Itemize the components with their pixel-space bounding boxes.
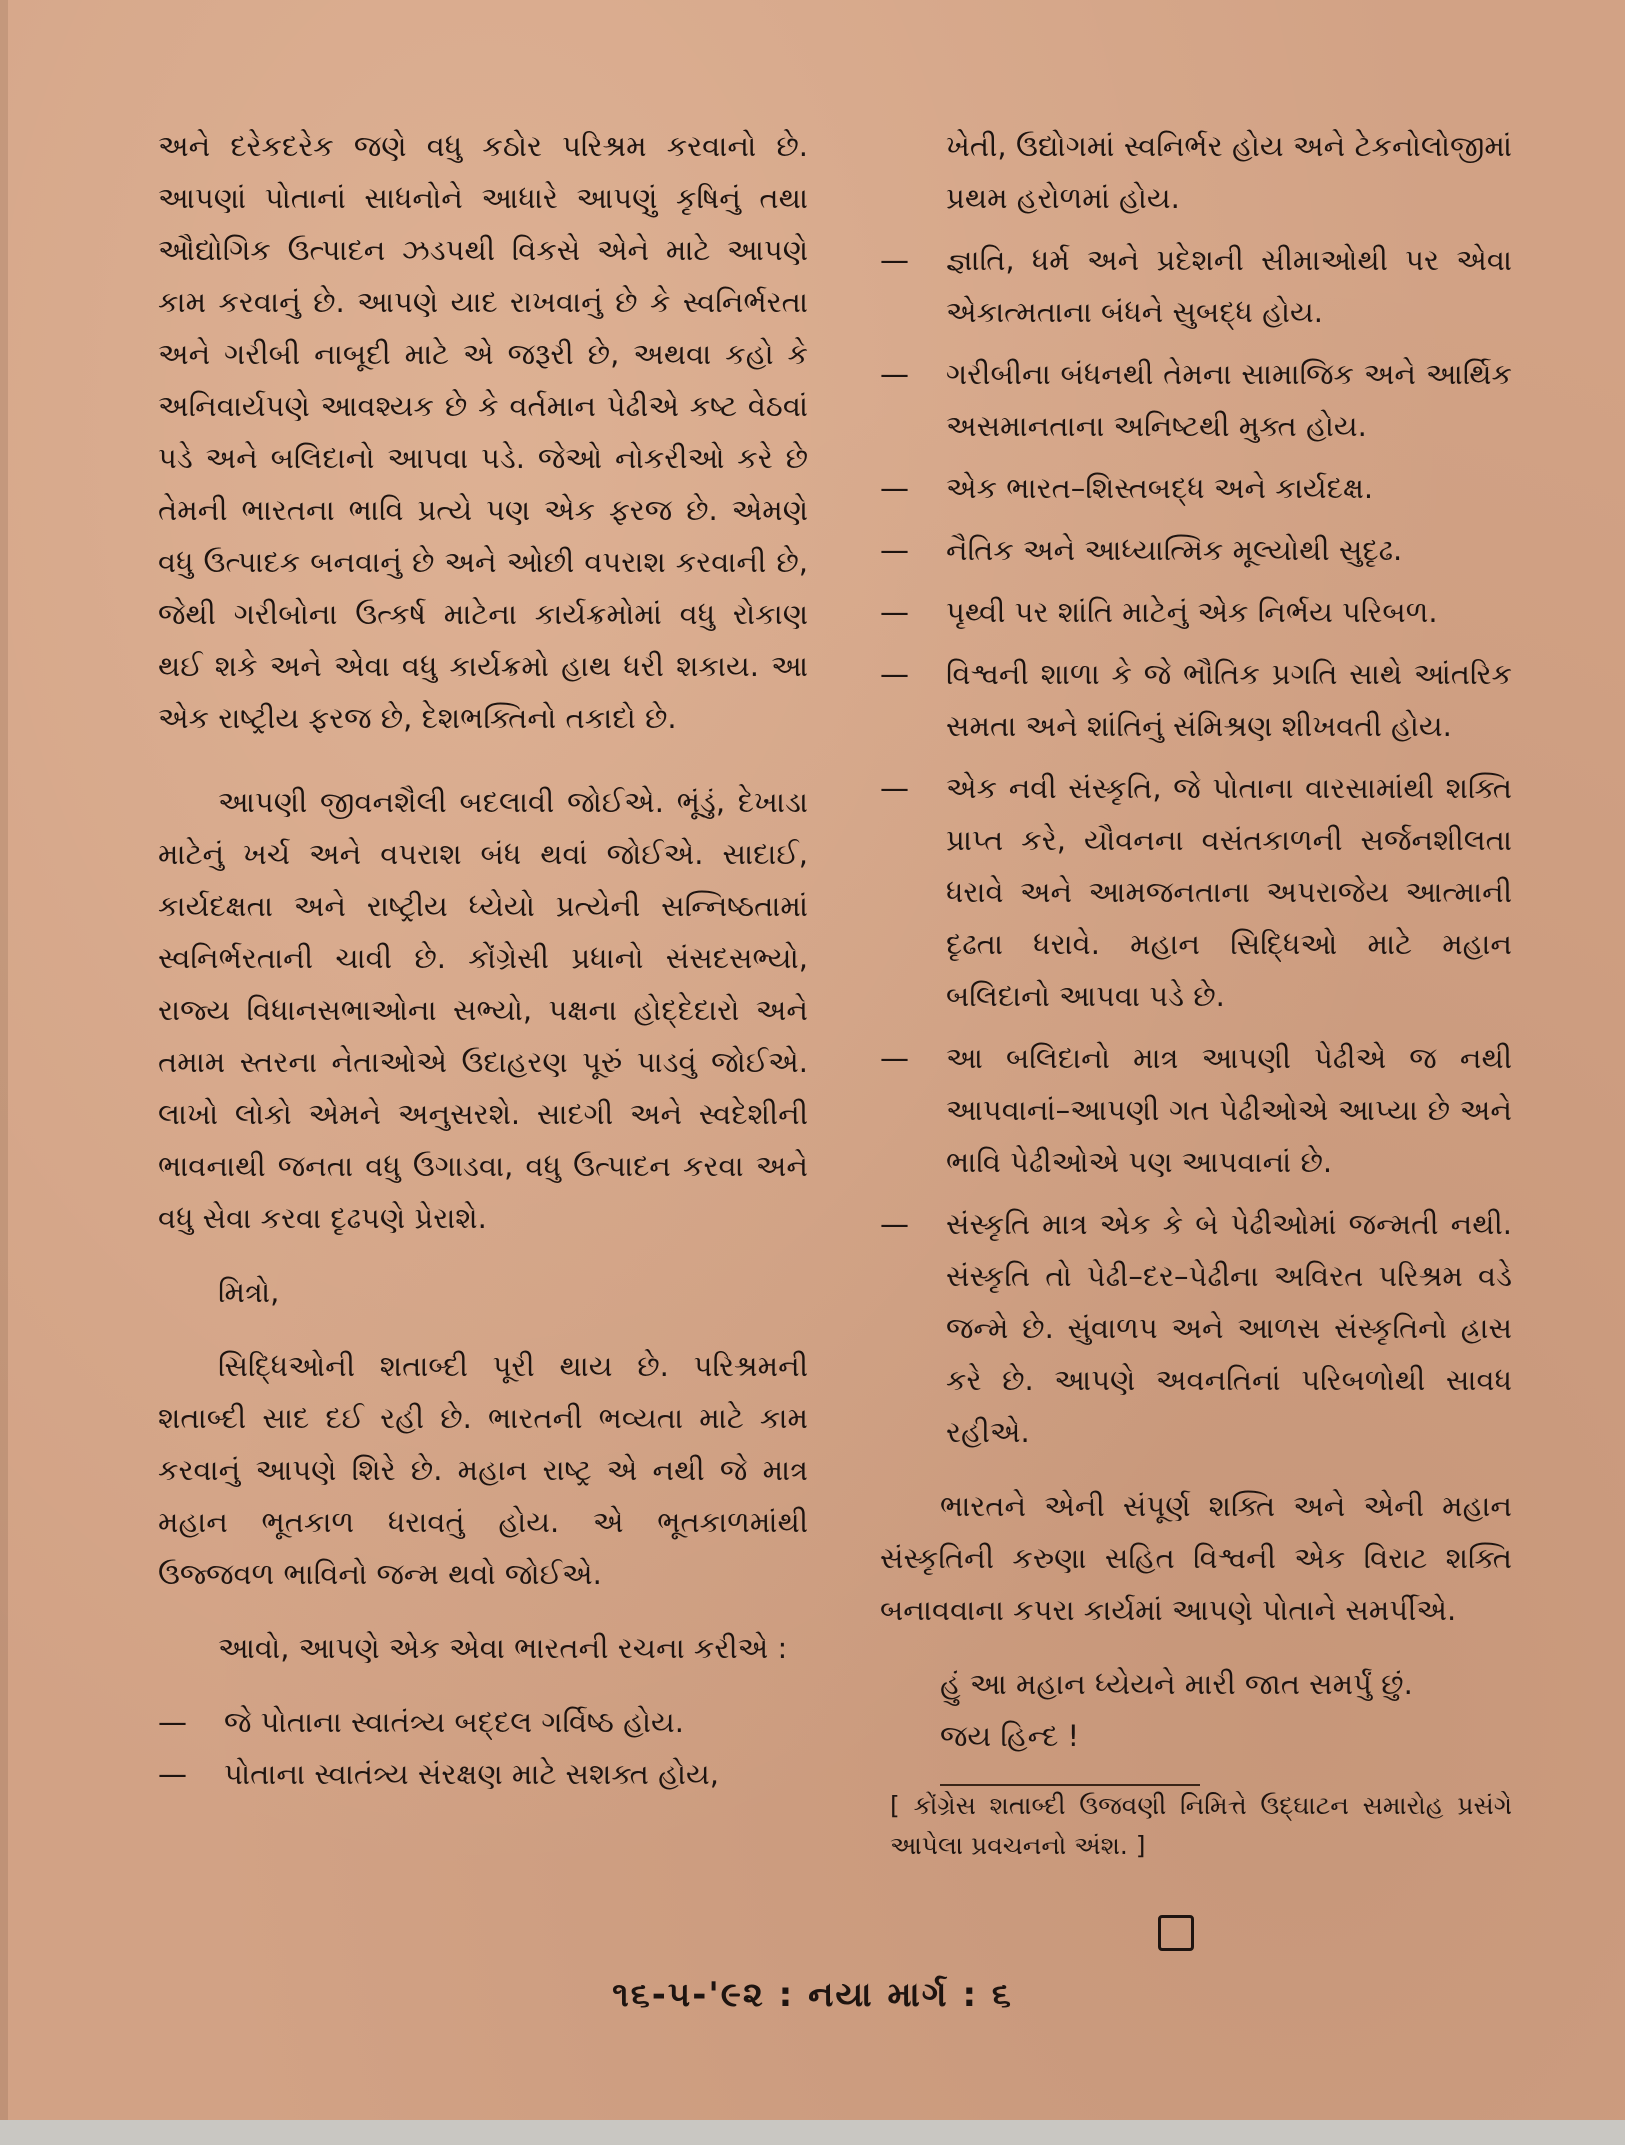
dash-bullet: — [880,595,909,629]
list-item [880,1032,1512,1188]
list-item-text: એક ભારત–શિસ્તબદ્ધ અને કાર્યદક્ષ. [946,471,1374,505]
scan-bottom-strip [0,2120,1625,2145]
dash-bullet: — [880,357,909,391]
list-item [880,462,1512,514]
list-item-text: એક નવી સંસ્કૃતિ, જે પોતાના વારસામાંથી શક્તિ પ્રાપ્ત કરે, યૌવનના વસંતકાળની સર્જનશીલતા ધરાવે અને આમજનતાના અપરાજેય આત્માની દૃઢતા ધરાવે. મહાન સિદ્ધિઓ માટે મહાન બલિદાનો આપવા પડે છે. [946,771,1512,1013]
list-item [880,234,1512,338]
dash-bullet: — [880,243,909,277]
list-item-text: નૈતિક અને આધ્યાત્મિક મૂલ્યોથી સુદૃઢ. [946,533,1403,567]
dash-bullet: — [880,1041,909,1075]
list-item [880,524,1512,576]
paragraph-1: અને દરેકદરેક જણે વધુ કઠોર પરિશ્રમ કરવાનો છે. આપણાં પોતાનાં સાધનોને આધારે આપણું કૃષિનું તથા ઔદ્યોગિક ઉત્પાદન ઝડપથી વિકસે એને માટે આપણે કામ કરવાનું છે. આપણે યાદ રાખવાનું છે કે સ્વનિર્ભરતા અને ગરીબી નાબૂદી માટે એ જરૂરી છે, અથવા કહો કે અનિવાર્યપણે આવશ્યક છે કે વર્તમાન પેઢીએ કષ્ટ વેઠવાં પડે અને બલિદાનો આપવા પડે. જેઓ નોકરીઓ કરે છે તેમની ભારતના ભાવિ પ્રત્યે પણ એક ફરજ છે. એમણે વધુ ઉત્પાદક બનવાનું છે અને ઓછી વપરાશ કરવાની છે, જેથી ગરીબોના ઉત્કર્ષ માટેના કાર્યક્રમોમાં વધુ રોકાણ થઈ શકે અને એવા વધુ કાર્યક્રમો હાથ ધરી શકાય. આ એક રાષ્ટ્રીય ફરજ છે, દેશભક્તિનો તકાદો છે. [158,129,808,735]
list-item-text: આ બલિદાનો માત્ર આપણી પેઢીએ જ નથી આપવાનાં–આપણી ગત પેઢીઓએ આપ્યા છે અને ભાવિ પેઢીઓએ પણ આપવાનાં છે. [946,1041,1512,1179]
closing-paragraph: ભારતને એની સંપૂર્ણ શક્તિ અને એની મહાન સંસ્કૃતિની કરુણા સહિત વિશ્વની એક વિરાટ શક્તિ બનાવવાના કપરા કાર્યમાં આપણે પોતાને સમર્પીએ. [880,1489,1512,1627]
list-item-text: ગરીબીના બંધનથી તેમના સામાજિક અને આર્થિક અસમાનતાના અનિષ્ટથી મુક્ત હોય. [946,357,1512,443]
list-item [880,762,1512,1022]
greeting: મિત્રો, [218,1275,280,1309]
dash-bullet: — [158,1705,187,1739]
paragraph-4: આવો, આપણે એક એવા ભારતની રચના કરીએ : [218,1631,788,1665]
dash-bullet: — [880,471,909,505]
list-item-text: સંસ્કૃતિ માત્ર એક કે બે પેઢીઓમાં જન્મતી નથી. સંસ્કૃતિ તો પેઢી–દર–પેઢીના અવિરત પરિશ્રમ વડે જન્મે છે. સુંવાળપ અને આળસ સંસ્કૃતિનો હ્રાસ કરે છે. આપણે અવનતિનાં પરિબળોથી સાવધ રહીએ. [946,1207,1512,1449]
paragraph-2: આપણી જીવનશૈલી બદલાવી જોઈએ. ભૂંડું, દેખાડા માટેનું ખર્ચ અને વપરાશ બંધ થવાં જોઈએ. સાદાઈ, કાર્યદક્ષતા અને રાષ્ટ્રીય ધ્યેયો પ્રત્યેની સન્નિષ્ઠતામાં સ્વનિર્ભરતાની ચાવી છે. કોંગ્રેસી પ્રધાનો સંસદસભ્યો, રાજ્ય વિધાનસભાઓના સભ્યો, પક્ષના હોદ્દેદારો અને તમામ સ્તરના નેતાઓએ ઉદાહરણ પૂરું પાડવું જોઈએ. લાખો લોકો એમને અનુસરશે. સાદગી અને સ્વદેશીની ભાવનાથી જનતા વધુ ઉગાડવા, વધુ ઉત્પાદન કરવા અને વધુ સેવા કરવા દૃઢપણે પ્રેરાશે. [158,785,808,1235]
dash-bullet: — [880,533,909,567]
page-edge-shadow [0,0,8,2145]
list-item [880,348,1512,452]
list-item [158,1748,808,1800]
source-note: [ કોંગ્રેસ શતાબ્દી ઉજવણી નિમિત્તે ઉદ્‌ઘાટન સમારોહ પ્રસંગે આપેલા પ્રવચનનો અંશ. ] [890,1791,1512,1860]
list-item-text: જે પોતાના સ્વાતંત્ર્ય બદ્દલ ગર્વિષ્ઠ હોય. [224,1705,684,1739]
list-item-text: વિશ્વની શાળા કે જે ભૌતિક પ્રગતિ સાથે આંતરિક સમતા અને શાંતિનું સંમિશ્રણ શીખવતી હોય. [946,657,1512,743]
list-item [158,1696,808,1748]
list-item-continuation [880,120,1512,224]
right-column [880,120,1512,1866]
dash-bullet: — [158,1757,187,1791]
list-item-text: જ્ઞાતિ, ધર્મ અને પ્રદેશની સીમાઓથી પર એવા એકાત્મતાના બંધને સુબદ્ધ હોય. [946,243,1512,329]
page-footer: ૧૬-૫-'૯૨ : નયા માર્ગ : ૬ [612,1975,1013,2015]
list-item [880,1198,1512,1458]
list-item-text: પોતાના સ્વાતંત્ર્ય સંરક્ષણ માટે સશક્ત હોય, [224,1757,719,1791]
dash-bullet: — [880,657,909,691]
dash-bullet: — [880,771,909,805]
list-item [880,648,1512,752]
jai-hind: જય હિન્દ ! [940,1719,1080,1753]
dedication: હું આ મહાન ધ્યેયને મારી જાત સમર્પું છું. [940,1667,1413,1701]
list-item-text: પૃથ્વી પર શાંતિ માટેનું એક નિર્ભય પરિબળ. [946,595,1438,629]
left-column [158,120,808,1800]
paragraph-3: સિદ્ધિઓની શતાબ્દી પૂરી થાય છે. પરિશ્રમની શતાબ્દી સાદ દઈ રહી છે. ભારતની ભવ્યતા માટે કામ કરવાનું આપણે શિરે છે. મહાન રાષ્ટ્ર એ નથી જે માત્ર મહાન ભૂતકાળ ધરાવતું હોય. એ ભૂતકાળમાંથી ઉજ્જવળ ભાવિનો જન્મ થવો જોઈએ. [158,1349,808,1591]
dash-bullet: — [880,1207,909,1241]
end-mark-icon [1158,1915,1194,1951]
list-item [880,586,1512,638]
list-item-text: ખેતી, ઉદ્યોગમાં સ્વનિર્ભર હોય અને ટેકનોલોજીમાં પ્રથમ હરોળમાં હોય. [946,129,1512,215]
